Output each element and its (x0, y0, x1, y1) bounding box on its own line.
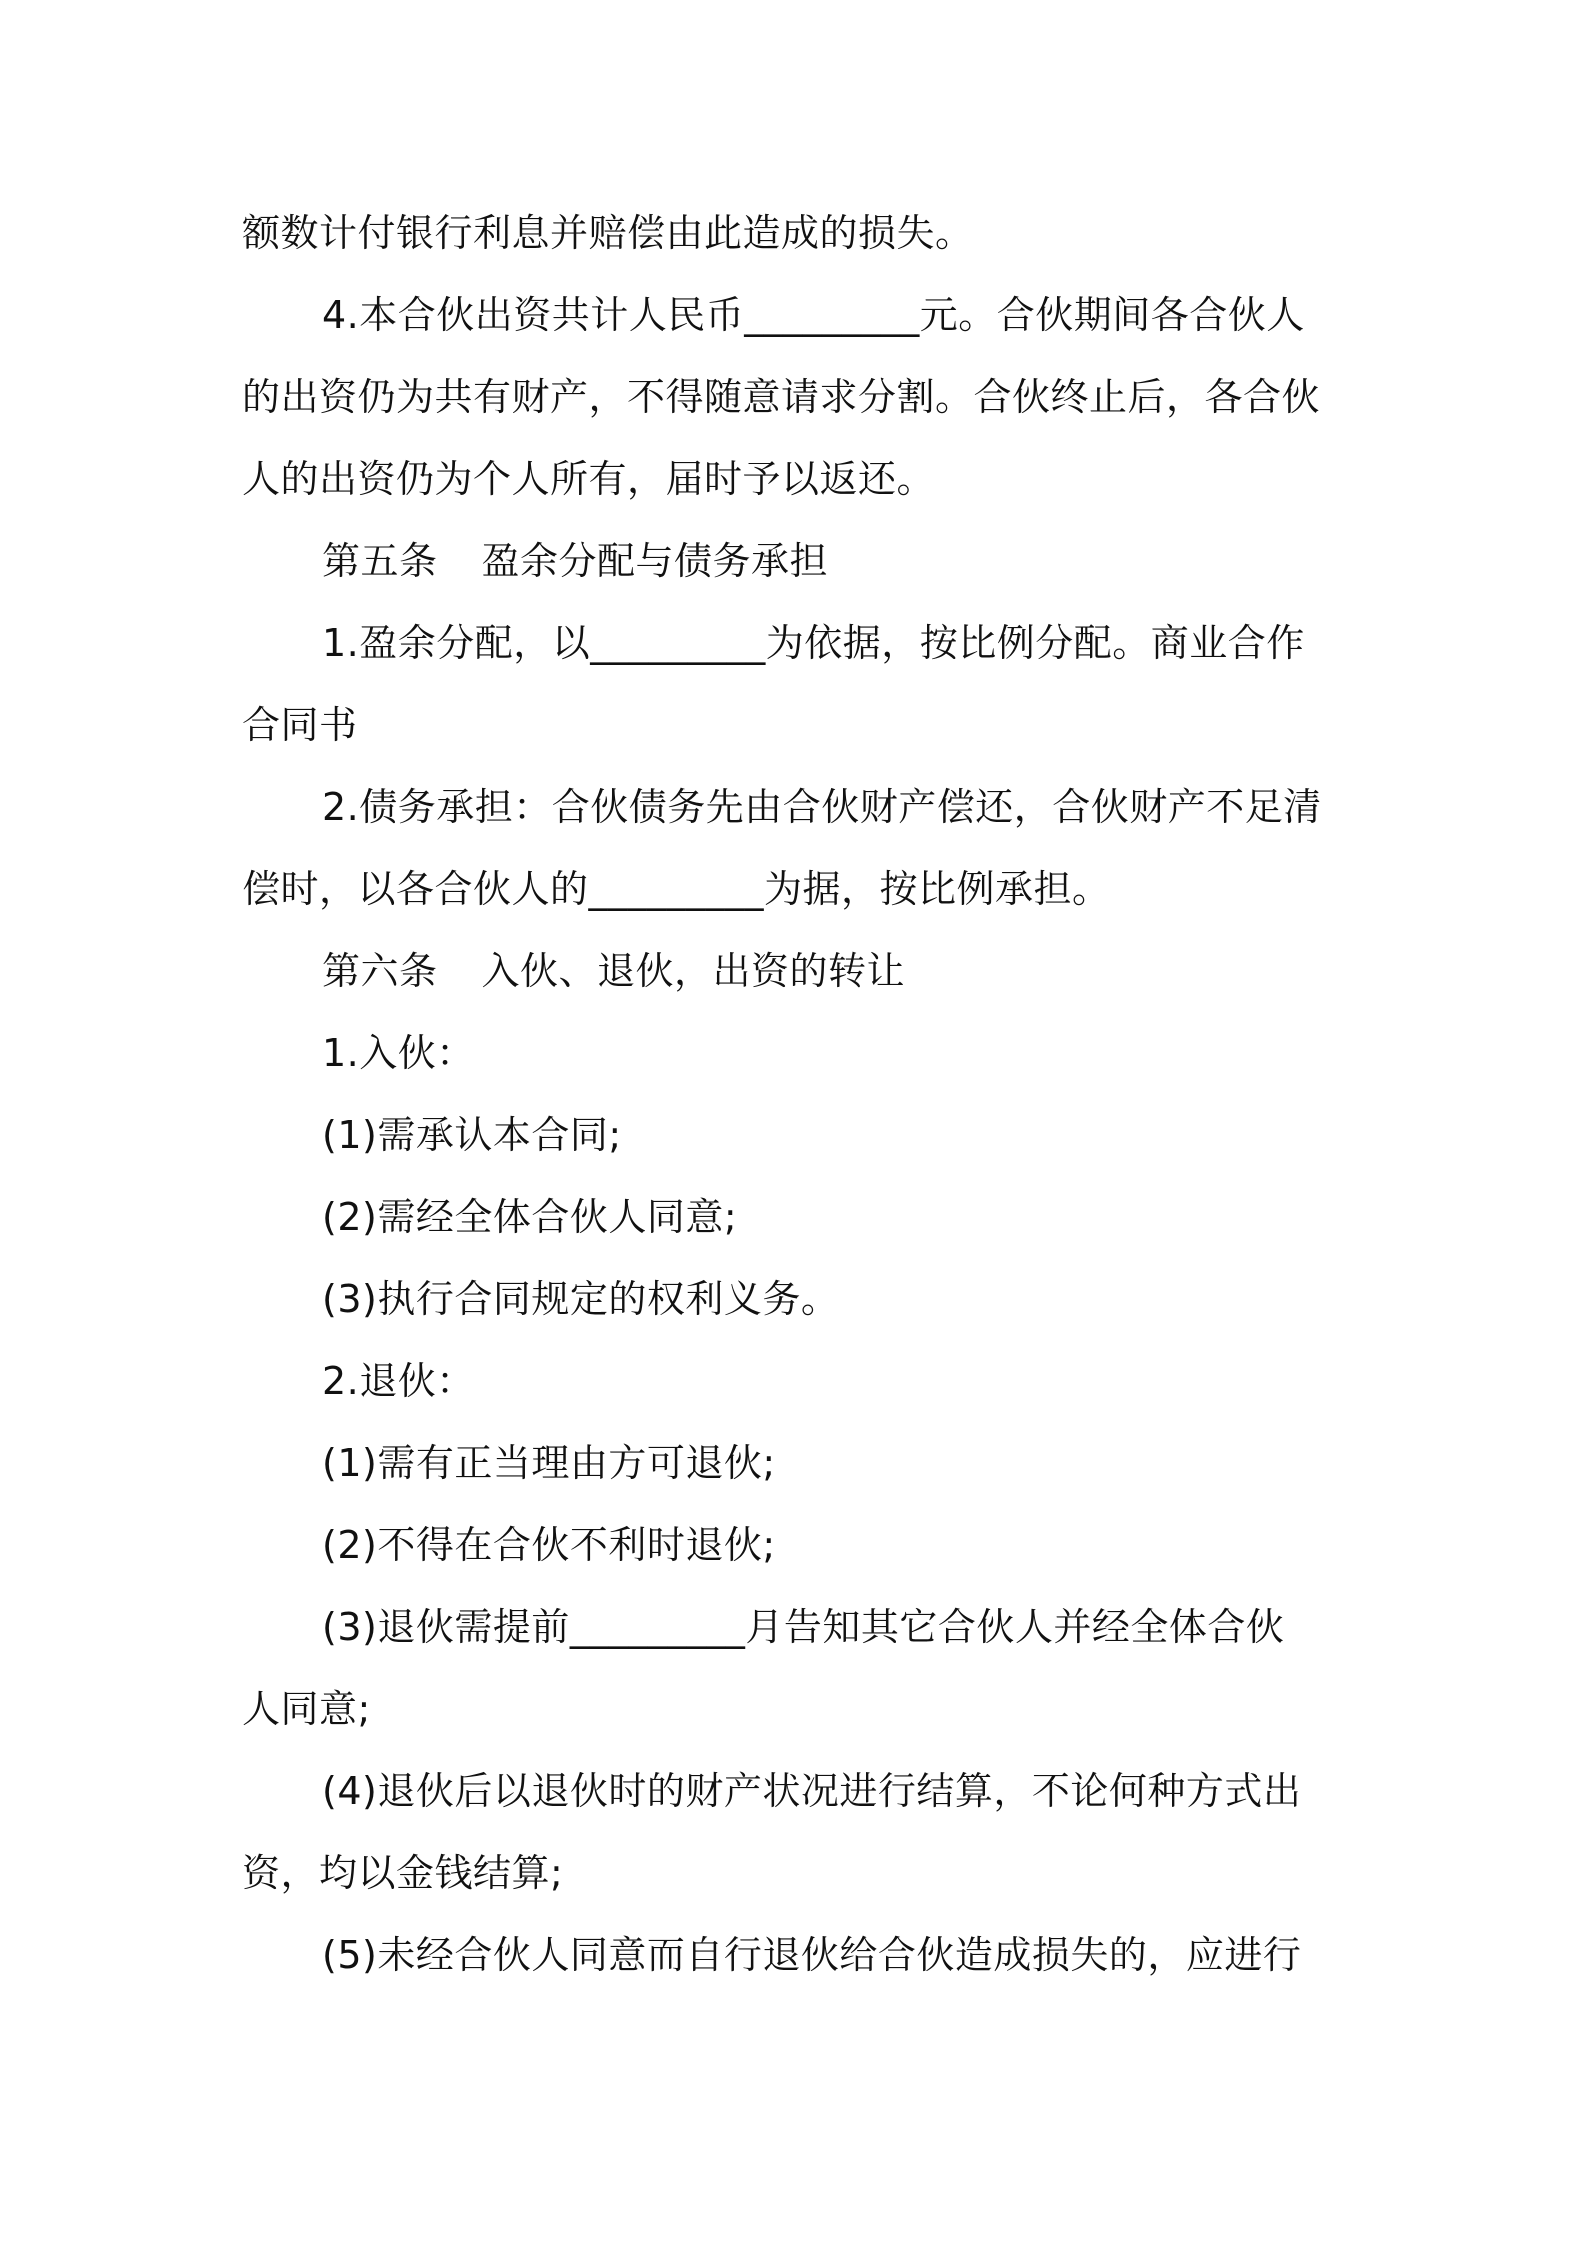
text-line: (1)需有正当理由方可退伙; (322, 1441, 776, 1485)
text-line: (1)需承认本合同; (322, 1113, 622, 1157)
article-heading (242, 520, 1354, 602)
text-line: 1.入伙： (322, 1031, 475, 1075)
text-line: 4.本合伙出资共计人民币_________元。合伙期间各合伙人 (322, 293, 1305, 337)
text-line: 2.债务承担：合伙债务先由合伙财产偿还，合伙财产不足清 (322, 785, 1322, 829)
text-line: (5)未经合伙人同意而自行退伙给合伙造成损失的，应进行 (322, 1933, 1302, 1977)
text-line: 人的出资仍为个人所有，届时予以返还。 (242, 457, 936, 501)
text-line: 资，均以金钱结算; (242, 1851, 564, 1895)
text-line: (3)退伙需提前_________月告知其它合伙人并经全体合伙 (322, 1605, 1285, 1649)
text-line: 1.盈余分配，以_________为依据，按比例分配。商业合作 (322, 621, 1305, 665)
article-title: 入伙、退伙，出资的转让 (481, 949, 906, 993)
text-line: 人同意; (242, 1687, 371, 1731)
text-line: 偿时，以各合伙人的_________为据，按比例承担。 (242, 867, 1111, 911)
article-heading (242, 930, 1354, 1012)
article-number: 第五条 (322, 539, 438, 583)
text-line: 额数计付银行利息并赔偿由此造成的损失。 (242, 211, 974, 255)
text-line: (4)退伙后以退伙时的财产状况进行结算，不论何种方式出 (322, 1769, 1302, 1813)
text-line: (2)需经全体合伙人同意; (322, 1195, 738, 1239)
document-page (242, 192, 1354, 1996)
text-line: 的出资仍为共有财产，不得随意请求分割。合伙终止后，各合伙 (242, 375, 1321, 419)
text-line: (3)执行合同规定的权利义务。 (322, 1277, 840, 1321)
text-line: 合同书 (242, 703, 358, 747)
text-line: 2.退伙： (322, 1359, 475, 1403)
article-number: 第六条 (322, 949, 438, 993)
article-title: 盈余分配与债务承担 (481, 539, 829, 583)
text-line: (2)不得在合伙不利时退伙; (322, 1523, 776, 1567)
